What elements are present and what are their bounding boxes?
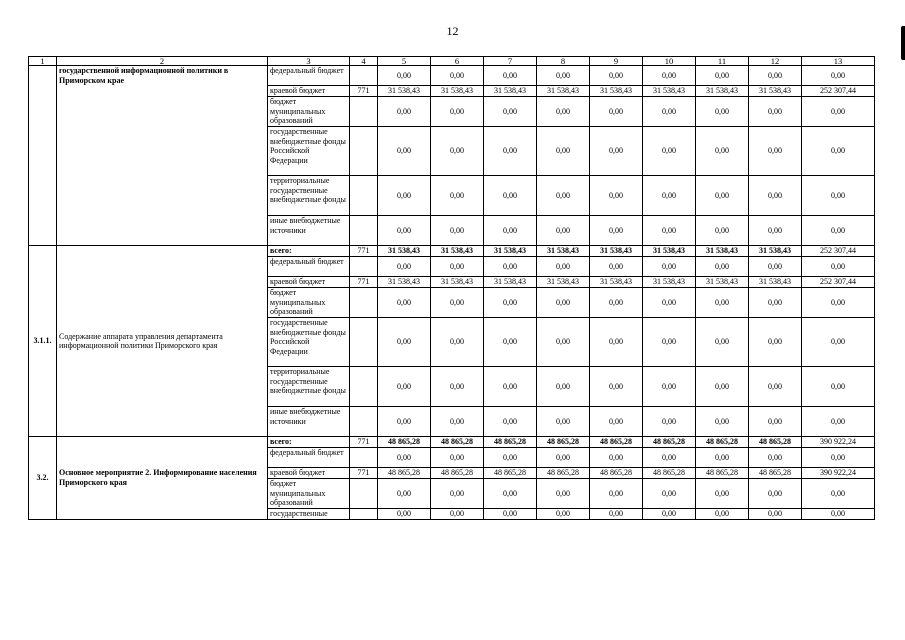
year-value: 31 538,43 <box>537 86 590 97</box>
grbs-code <box>350 318 378 367</box>
funding-source: территориальные государственные внебюджетные фонды <box>268 367 350 407</box>
year-value: 0,00 <box>696 257 749 277</box>
total-value: 0,00 <box>802 66 875 86</box>
year-value: 0,00 <box>590 216 643 246</box>
funding-source: федеральный бюджет <box>268 448 350 468</box>
year-value: 31 538,43 <box>696 86 749 97</box>
total-value: 0,00 <box>802 407 875 437</box>
year-value: 0,00 <box>431 216 484 246</box>
year-value: 0,00 <box>643 448 696 468</box>
year-value: 0,00 <box>590 176 643 216</box>
grbs-code: 771 <box>350 86 378 97</box>
edge-mark <box>901 26 905 60</box>
grbs-code <box>350 97 378 127</box>
year-value: 31 538,43 <box>378 86 431 97</box>
year-value: 0,00 <box>484 407 537 437</box>
year-value: 0,00 <box>749 66 802 86</box>
year-value: 0,00 <box>431 127 484 176</box>
year-value: 31 538,43 <box>590 246 643 257</box>
year-value: 0,00 <box>378 97 431 127</box>
year-value: 31 538,43 <box>378 246 431 257</box>
funding-source: всего: <box>268 246 350 257</box>
header-cell: 2 <box>57 57 268 66</box>
year-value: 0,00 <box>431 66 484 86</box>
grbs-code <box>350 127 378 176</box>
year-value: 0,00 <box>696 479 749 509</box>
year-value: 31 538,43 <box>749 277 802 288</box>
header-cell: 12 <box>749 57 802 66</box>
total-value: 0,00 <box>802 509 875 520</box>
year-value: 31 538,43 <box>643 86 696 97</box>
year-value: 0,00 <box>643 257 696 277</box>
header-cell: 5 <box>378 57 431 66</box>
year-value: 0,00 <box>696 66 749 86</box>
year-value: 0,00 <box>484 66 537 86</box>
header-cell: 9 <box>590 57 643 66</box>
grbs-code: 771 <box>350 468 378 479</box>
grbs-code <box>350 257 378 277</box>
year-value: 0,00 <box>537 288 590 318</box>
funding-source: краевой бюджет <box>268 468 350 479</box>
funding-source: федеральный бюджет <box>268 66 350 86</box>
year-value: 0,00 <box>643 176 696 216</box>
year-value: 31 538,43 <box>431 246 484 257</box>
section-code: 3.2. <box>29 437 57 520</box>
year-value: 0,00 <box>590 448 643 468</box>
year-value: 48 865,28 <box>431 437 484 448</box>
section-code <box>29 66 57 246</box>
year-value: 0,00 <box>643 216 696 246</box>
year-value: 0,00 <box>749 288 802 318</box>
year-value: 31 538,43 <box>643 246 696 257</box>
year-value: 31 538,43 <box>537 246 590 257</box>
funding-source: краевой бюджет <box>268 277 350 288</box>
total-value: 390 922,24 <box>802 437 875 448</box>
year-value: 0,00 <box>484 127 537 176</box>
header-cell: 13 <box>802 57 875 66</box>
year-value: 0,00 <box>484 479 537 509</box>
table-row <box>29 437 875 448</box>
year-value: 48 865,28 <box>643 468 696 479</box>
funding-source: иные внебюджетные источники <box>268 216 350 246</box>
year-value: 0,00 <box>749 257 802 277</box>
year-value: 0,00 <box>749 509 802 520</box>
year-value: 0,00 <box>378 216 431 246</box>
year-value: 0,00 <box>431 176 484 216</box>
year-value: 0,00 <box>484 509 537 520</box>
year-value: 0,00 <box>537 176 590 216</box>
year-value: 31 538,43 <box>590 277 643 288</box>
funding-source: государственные <box>268 509 350 520</box>
header-row <box>29 57 875 66</box>
grbs-code: 771 <box>350 246 378 257</box>
funding-source: краевой бюджет <box>268 86 350 97</box>
year-value: 0,00 <box>749 127 802 176</box>
year-value: 0,00 <box>696 97 749 127</box>
header-cell: 7 <box>484 57 537 66</box>
year-value: 0,00 <box>378 509 431 520</box>
year-value: 0,00 <box>431 288 484 318</box>
year-value: 48 865,28 <box>484 437 537 448</box>
year-value: 0,00 <box>484 367 537 407</box>
grbs-code: 771 <box>350 437 378 448</box>
total-value: 390 922,24 <box>802 468 875 479</box>
year-value: 0,00 <box>749 367 802 407</box>
year-value: 0,00 <box>696 176 749 216</box>
year-value: 0,00 <box>431 367 484 407</box>
year-value: 0,00 <box>749 176 802 216</box>
funding-source: государственные внебюджетные фонды Российской Федерации <box>268 127 350 176</box>
year-value: 0,00 <box>484 97 537 127</box>
header-cell: 3 <box>268 57 350 66</box>
year-value: 0,00 <box>749 97 802 127</box>
year-value: 0,00 <box>643 509 696 520</box>
total-value: 0,00 <box>802 176 875 216</box>
total-value: 0,00 <box>802 448 875 468</box>
year-value: 0,00 <box>378 318 431 367</box>
section-code: 3.1.1. <box>29 246 57 437</box>
year-value: 31 538,43 <box>431 277 484 288</box>
year-value: 0,00 <box>378 288 431 318</box>
funding-source: иные внебюджетные источники <box>268 407 350 437</box>
year-value: 0,00 <box>537 448 590 468</box>
total-value: 0,00 <box>802 257 875 277</box>
year-value: 0,00 <box>696 367 749 407</box>
year-value: 0,00 <box>590 66 643 86</box>
table-row <box>29 66 875 86</box>
year-value: 0,00 <box>378 448 431 468</box>
year-value: 0,00 <box>537 66 590 86</box>
year-value: 0,00 <box>696 127 749 176</box>
grbs-code <box>350 479 378 509</box>
year-value: 31 538,43 <box>749 86 802 97</box>
total-value: 0,00 <box>802 97 875 127</box>
year-value: 0,00 <box>643 66 696 86</box>
year-value: 0,00 <box>378 407 431 437</box>
funding-source: бюджет муниципальных образований <box>268 97 350 127</box>
total-value: 0,00 <box>802 479 875 509</box>
funding-source: бюджет муниципальных образований <box>268 479 350 509</box>
year-value: 0,00 <box>749 448 802 468</box>
year-value: 0,00 <box>484 216 537 246</box>
year-value: 0,00 <box>537 407 590 437</box>
year-value: 0,00 <box>749 479 802 509</box>
year-value: 31 538,43 <box>431 86 484 97</box>
year-value: 0,00 <box>590 97 643 127</box>
year-value: 48 865,28 <box>643 437 696 448</box>
header-cell: 1 <box>29 57 57 66</box>
year-value: 48 865,28 <box>749 468 802 479</box>
year-value: 48 865,28 <box>696 468 749 479</box>
year-value: 0,00 <box>537 318 590 367</box>
year-value: 0,00 <box>643 367 696 407</box>
year-value: 0,00 <box>484 288 537 318</box>
grbs-code: 771 <box>350 277 378 288</box>
grbs-code <box>350 288 378 318</box>
year-value: 0,00 <box>378 479 431 509</box>
year-value: 31 538,43 <box>590 86 643 97</box>
year-value: 0,00 <box>537 479 590 509</box>
year-value: 31 538,43 <box>749 246 802 257</box>
year-value: 31 538,43 <box>484 246 537 257</box>
grbs-code <box>350 367 378 407</box>
total-value: 0,00 <box>802 127 875 176</box>
year-value: 0,00 <box>590 288 643 318</box>
year-value: 0,00 <box>537 97 590 127</box>
year-value: 0,00 <box>431 318 484 367</box>
year-value: 0,00 <box>749 407 802 437</box>
year-value: 0,00 <box>484 257 537 277</box>
year-value: 0,00 <box>643 97 696 127</box>
year-value: 0,00 <box>696 216 749 246</box>
total-value: 0,00 <box>802 288 875 318</box>
section-title: Основное мероприятие 2. Информирование населения Приморского края <box>57 437 268 520</box>
year-value: 31 538,43 <box>537 277 590 288</box>
year-value: 0,00 <box>749 216 802 246</box>
section-title: Содержание аппарата управления департамента информационной политики Приморского края <box>57 246 268 437</box>
year-value: 0,00 <box>484 176 537 216</box>
year-value: 48 865,28 <box>537 437 590 448</box>
year-value: 0,00 <box>431 509 484 520</box>
year-value: 48 865,28 <box>431 468 484 479</box>
total-value: 252 307,44 <box>802 86 875 97</box>
total-value: 252 307,44 <box>802 246 875 257</box>
year-value: 0,00 <box>378 127 431 176</box>
year-value: 0,00 <box>484 318 537 367</box>
grbs-code <box>350 448 378 468</box>
header-cell: 11 <box>696 57 749 66</box>
header-cell: 4 <box>350 57 378 66</box>
year-value: 48 865,28 <box>590 468 643 479</box>
year-value: 0,00 <box>378 66 431 86</box>
year-value: 0,00 <box>537 367 590 407</box>
year-value: 31 538,43 <box>378 277 431 288</box>
year-value: 0,00 <box>696 288 749 318</box>
year-value: 48 865,28 <box>537 468 590 479</box>
year-value: 0,00 <box>696 407 749 437</box>
year-value: 0,00 <box>431 97 484 127</box>
year-value: 0,00 <box>484 448 537 468</box>
year-value: 0,00 <box>431 479 484 509</box>
year-value: 0,00 <box>590 127 643 176</box>
year-value: 48 865,28 <box>696 437 749 448</box>
funding-source: территориальные государственные внебюджетные фонды <box>268 176 350 216</box>
grbs-code <box>350 407 378 437</box>
year-value: 0,00 <box>643 127 696 176</box>
budget-table <box>28 56 875 520</box>
year-value: 0,00 <box>643 288 696 318</box>
grbs-code <box>350 176 378 216</box>
grbs-code <box>350 66 378 86</box>
year-value: 0,00 <box>643 479 696 509</box>
year-value: 0,00 <box>696 509 749 520</box>
year-value: 48 865,28 <box>749 437 802 448</box>
year-value: 31 538,43 <box>643 277 696 288</box>
total-value: 0,00 <box>802 367 875 407</box>
year-value: 0,00 <box>590 407 643 437</box>
header-cell: 8 <box>537 57 590 66</box>
page-number: 12 <box>446 24 459 38</box>
year-value: 0,00 <box>537 257 590 277</box>
section-title: государственной информационной политики в Приморском крае <box>57 66 268 246</box>
year-value: 48 865,28 <box>484 468 537 479</box>
year-value: 31 538,43 <box>696 246 749 257</box>
header-cell: 10 <box>643 57 696 66</box>
table-row <box>29 246 875 257</box>
year-value: 0,00 <box>643 407 696 437</box>
year-value: 0,00 <box>537 216 590 246</box>
year-value: 0,00 <box>590 509 643 520</box>
year-value: 0,00 <box>431 257 484 277</box>
year-value: 48 865,28 <box>590 437 643 448</box>
year-value: 0,00 <box>590 318 643 367</box>
year-value: 0,00 <box>431 407 484 437</box>
table-body <box>29 57 875 520</box>
year-value: 0,00 <box>590 479 643 509</box>
year-value: 31 538,43 <box>484 277 537 288</box>
year-value: 0,00 <box>590 257 643 277</box>
year-value: 0,00 <box>537 509 590 520</box>
year-value: 0,00 <box>431 448 484 468</box>
grbs-code <box>350 509 378 520</box>
year-value: 0,00 <box>643 318 696 367</box>
year-value: 48 865,28 <box>378 437 431 448</box>
year-value: 48 865,28 <box>378 468 431 479</box>
year-value: 0,00 <box>696 318 749 367</box>
year-value: 0,00 <box>749 318 802 367</box>
header-cell: 6 <box>431 57 484 66</box>
total-value: 0,00 <box>802 318 875 367</box>
year-value: 0,00 <box>378 367 431 407</box>
funding-source: федеральный бюджет <box>268 257 350 277</box>
year-value: 0,00 <box>537 127 590 176</box>
total-value: 252 307,44 <box>802 277 875 288</box>
funding-source: бюджет муниципальных образований <box>268 288 350 318</box>
grbs-code <box>350 216 378 246</box>
year-value: 0,00 <box>696 448 749 468</box>
year-value: 31 538,43 <box>484 86 537 97</box>
year-value: 31 538,43 <box>696 277 749 288</box>
funding-source: всего: <box>268 437 350 448</box>
year-value: 0,00 <box>590 367 643 407</box>
year-value: 0,00 <box>378 257 431 277</box>
total-value: 0,00 <box>802 216 875 246</box>
funding-source: государственные внебюджетные фонды Российской Федерации <box>268 318 350 367</box>
year-value: 0,00 <box>378 176 431 216</box>
